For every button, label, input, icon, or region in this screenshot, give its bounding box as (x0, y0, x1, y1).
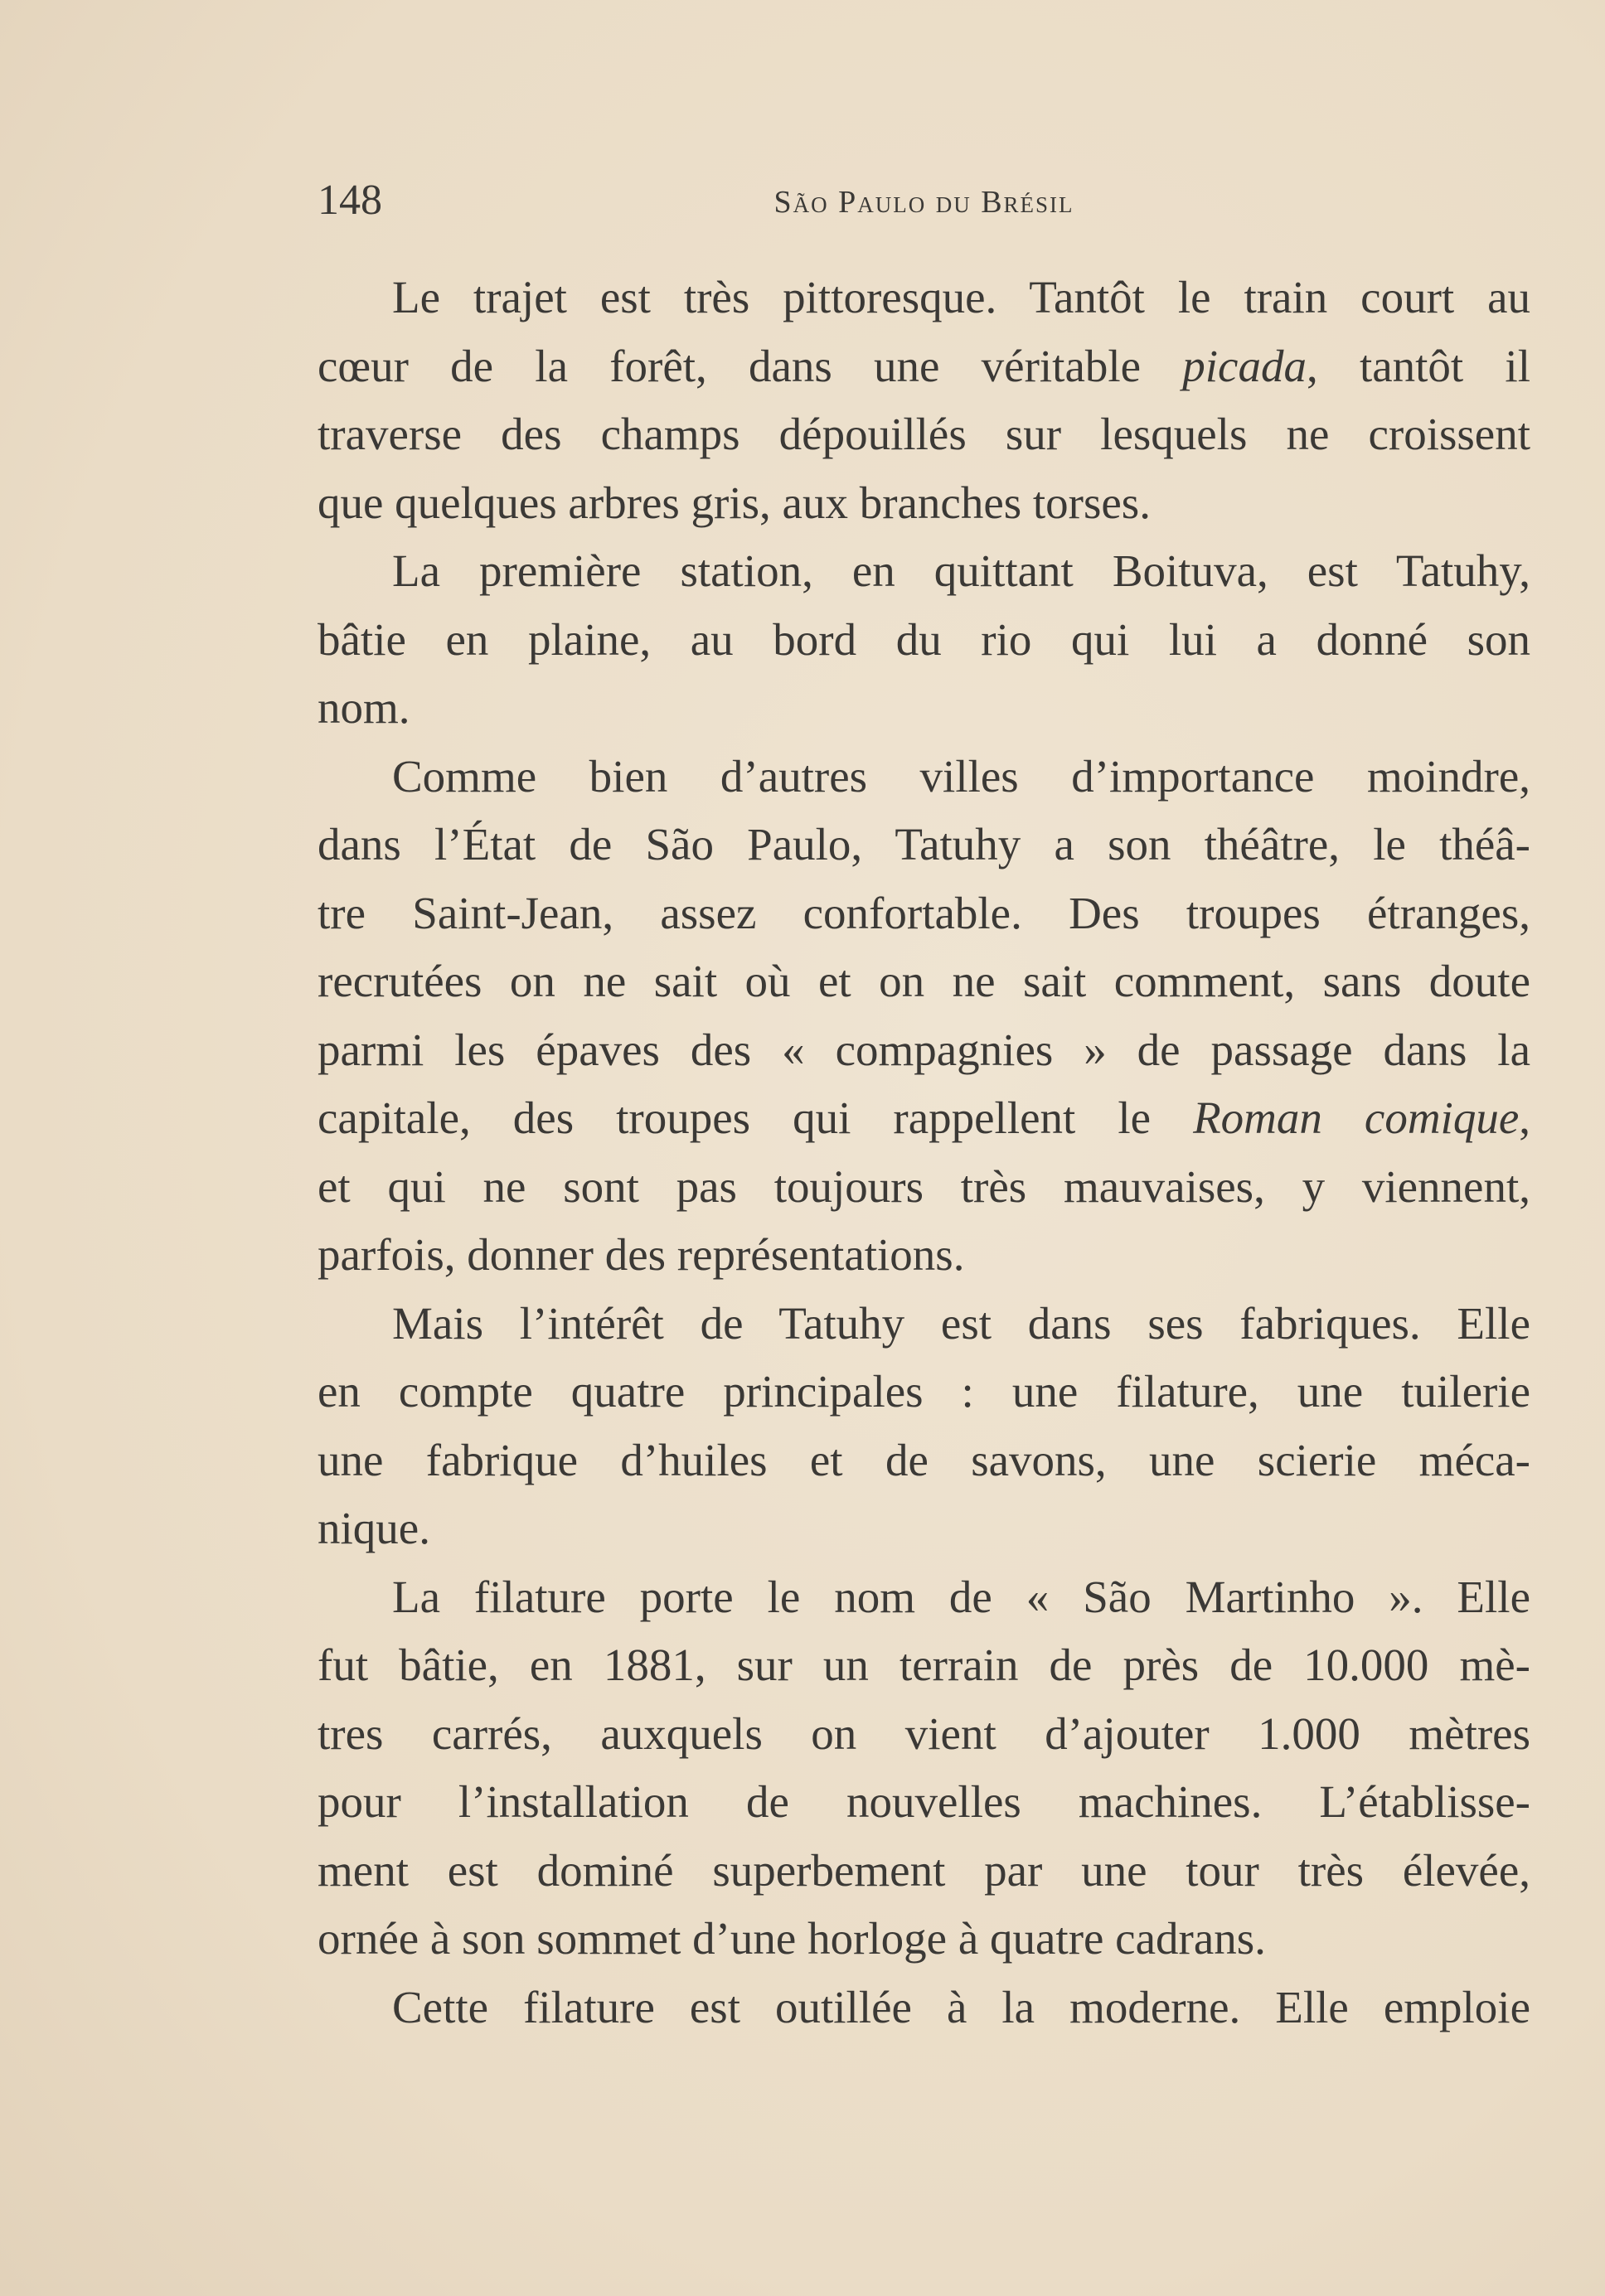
page-number: 148 (318, 177, 382, 224)
text-line (318, 1016, 1530, 1085)
text-segment: , (1519, 1092, 1530, 1143)
text-segment: capitale, des troupes qui rappellent le (318, 1092, 1194, 1143)
text-line (318, 743, 1530, 811)
text-line (318, 1290, 1530, 1359)
text-line (318, 332, 1530, 401)
text-segment: La filature porte le nom de « São Martinho ». Elle (392, 1571, 1530, 1622)
text-line (318, 1768, 1530, 1837)
text-segment: tres carrés, auxquels on vient d’ajouter 1.000 mètres (318, 1707, 1530, 1759)
text-line (318, 264, 1530, 332)
text-line (318, 1837, 1530, 1906)
text-line (318, 1905, 1530, 1974)
text-segment: La première station, en quittant Boituva, est Tatuhy, (392, 545, 1530, 596)
text-segment: pour l’installation de nouvelles machines. L’établisse- (318, 1776, 1530, 1827)
text-line (318, 1153, 1530, 1222)
text-segment: bâtie en plaine, au bord du rio qui lui a donné son (318, 613, 1530, 665)
running-title: São Paulo du Brésil (773, 185, 1074, 220)
text-segment: dans l’État de São Paulo, Tatuhy a son théâtre, le théâ- (318, 819, 1530, 869)
text-segment: tre Saint-Jean, assez confortable. Des troupes étranges, (318, 887, 1530, 938)
text-segment: nique. (318, 1503, 430, 1553)
text-segment: une fabrique d’huiles et de savons, une scierie méca- (318, 1434, 1530, 1485)
text-line (318, 1631, 1530, 1700)
italic-text: picada (1182, 340, 1307, 391)
text-line (318, 1563, 1530, 1632)
text-segment: Cette filature est outillée à la moderne. Elle emploie (392, 1981, 1530, 2032)
text-segment: fut bâtie, en 1881, sur un terrain de près de 10.000 mè- (318, 1640, 1530, 1690)
page-header (318, 176, 1530, 225)
body-text (318, 264, 1530, 2042)
text-line (318, 1084, 1530, 1153)
text-segment: , tantôt il (1306, 340, 1530, 391)
text-line (318, 1974, 1530, 2042)
text-line (318, 947, 1530, 1016)
text-segment: en compte quatre principales : une filature, une tuilerie (318, 1366, 1530, 1417)
text-segment: parfois, donner des représentations. (318, 1229, 965, 1280)
text-line (318, 879, 1530, 948)
text-segment: traverse des champs dépouillés sur lesquels ne croissent (318, 409, 1530, 459)
text-line (318, 1427, 1530, 1495)
text-line (318, 469, 1530, 538)
text-line (318, 1700, 1530, 1769)
text-segment: cœur de la forêt, dans une véritable (318, 340, 1183, 391)
text-segment: Mais l’intérêt de Tatuhy est dans ses fabriques. Elle (392, 1297, 1530, 1349)
text-segment: nom. (318, 682, 410, 733)
text-line (318, 1358, 1530, 1427)
text-segment: recrutées on ne sait où et on ne sait comment, sans doute (318, 956, 1530, 1006)
text-segment: Comme bien d’autres villes d’importance moindre, (392, 750, 1530, 802)
text-line (318, 1494, 1530, 1563)
text-segment: et qui ne sont pas toujours très mauvaises, y viennent, (318, 1160, 1530, 1212)
text-line (318, 1221, 1530, 1290)
text-line (318, 606, 1530, 675)
text-segment: parmi les épaves des « compagnies » de passage dans la (318, 1024, 1530, 1075)
text-segment: que quelques arbres gris, aux branches torses. (318, 477, 1151, 528)
text-line (318, 811, 1530, 879)
text-line (318, 537, 1530, 606)
text-segment: ment est dominé superbement par une tour très élevée, (318, 1844, 1530, 1896)
text-line (318, 674, 1530, 743)
text-segment: ornée à son sommet d’une horloge à quatre cadrans. (318, 1913, 1266, 1964)
text-line (318, 400, 1530, 469)
italic-text: Roman comique (1193, 1092, 1520, 1143)
text-segment: Le trajet est très pittoresque. Tantôt le train court au (392, 272, 1530, 322)
